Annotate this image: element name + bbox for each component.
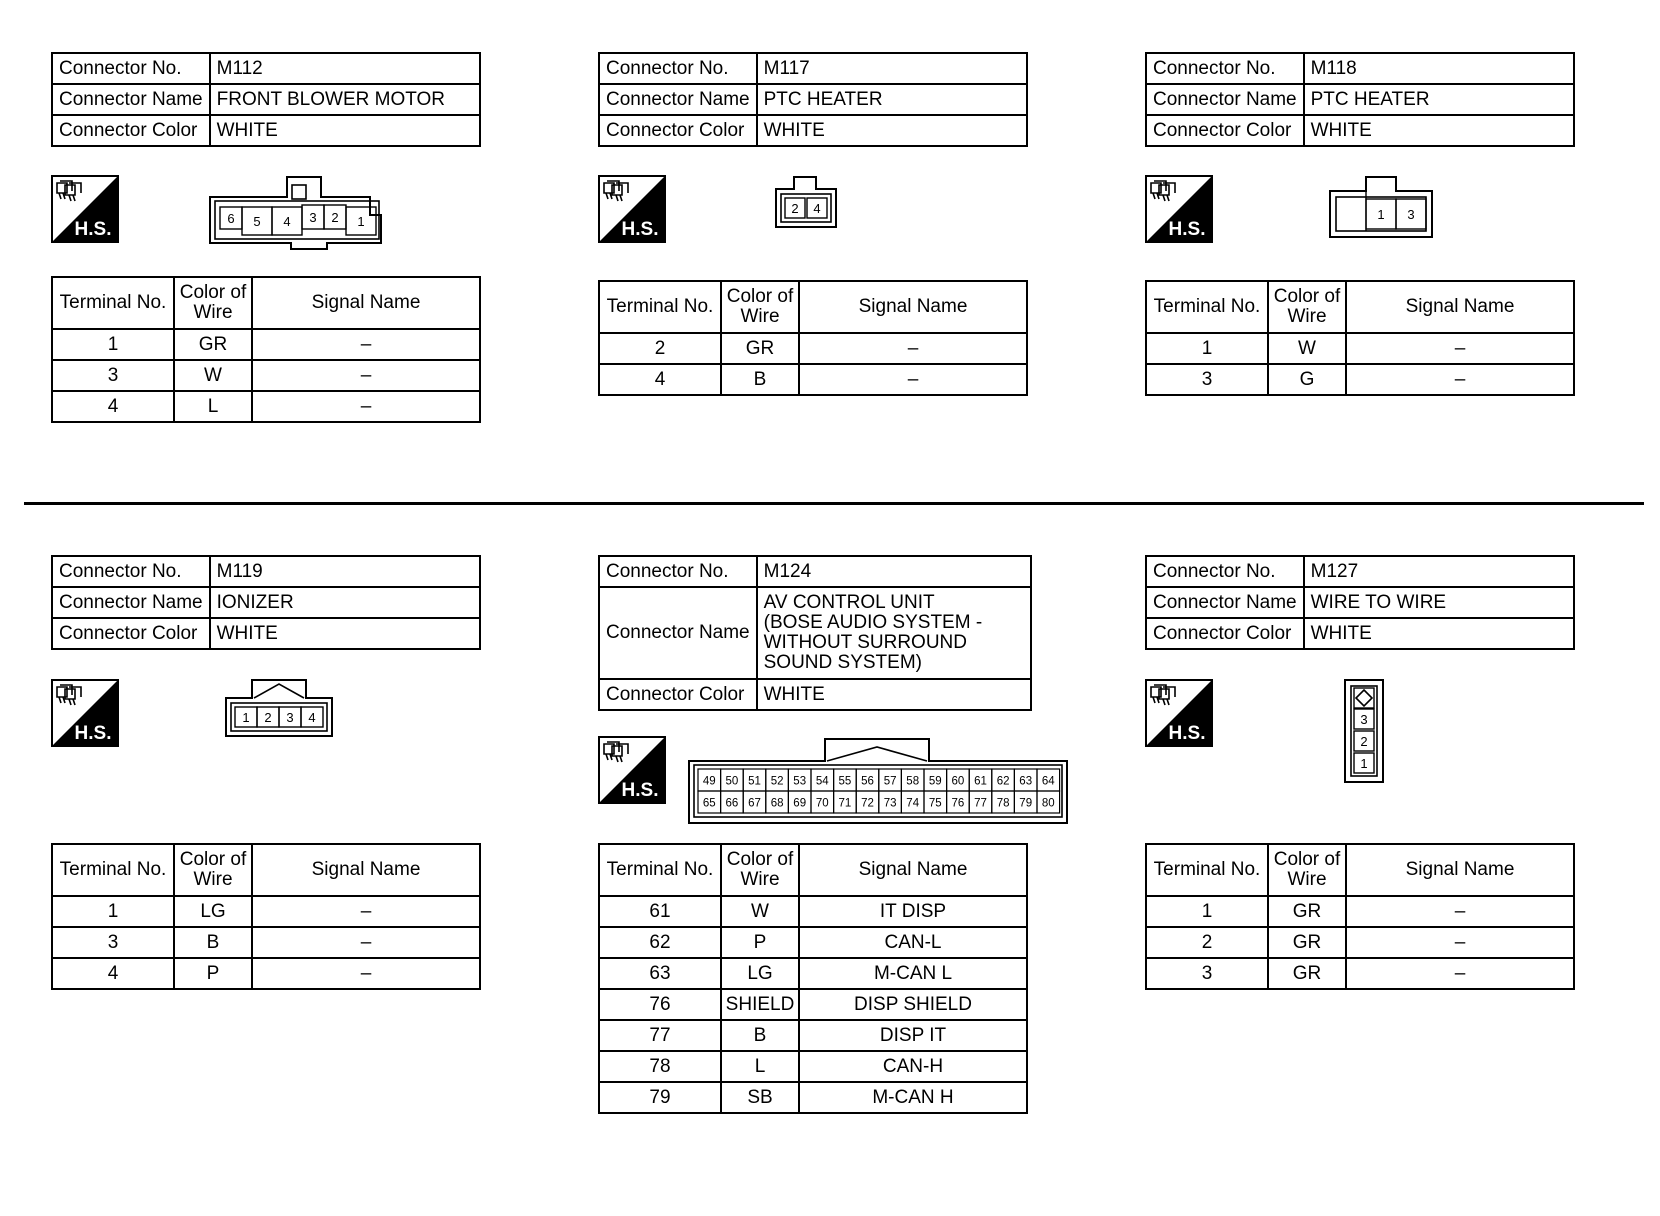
pin-label: 60	[951, 775, 965, 788]
header-wire-color: Color of Wire	[1268, 844, 1346, 896]
pin-label: 65	[702, 797, 716, 810]
connector-info-table	[1145, 52, 1575, 147]
pin-label: 72	[861, 797, 874, 810]
connector-name-line: WITHOUT SURROUND	[763, 632, 967, 653]
harness-side-icon	[598, 736, 666, 804]
label-connector-name: Connector Name	[52, 587, 210, 618]
terminal-no: 1	[52, 329, 174, 360]
pin-label: 78	[996, 797, 1010, 810]
connector-name: FRONT BLOWER MOTOR	[210, 84, 480, 115]
hs-label: H.S.	[1168, 723, 1206, 744]
header-terminal-no: Terminal No.	[1146, 281, 1268, 333]
connector-name-line: AV CONTROL UNIT	[763, 592, 935, 613]
terminal-no: 2	[599, 333, 721, 364]
signal-name: –	[252, 896, 480, 927]
label-connector-color: Connector Color	[599, 115, 757, 146]
connector-name-line: SOUND SYSTEM)	[763, 652, 922, 673]
pin-label: 76	[951, 797, 965, 810]
table-row	[52, 958, 480, 989]
table-row	[52, 896, 480, 927]
terminal-no: 1	[1146, 333, 1268, 364]
terminal-no: 1	[52, 896, 174, 927]
table-row	[52, 927, 480, 958]
table-row	[599, 1082, 1027, 1113]
signal-name: –	[1346, 958, 1574, 989]
label-connector-no: Connector No.	[1146, 556, 1304, 587]
table-row	[52, 391, 480, 422]
pin-label: 3	[309, 210, 317, 225]
signal-name: M-CAN H	[799, 1082, 1027, 1113]
header-wire-color: Color of Wire	[1268, 281, 1346, 333]
header-wire-color: Color of Wire	[721, 281, 799, 333]
pin-label: 2	[331, 210, 339, 225]
pin-label: 77	[974, 797, 987, 810]
wire-color: LG	[721, 958, 799, 989]
terminal-table	[598, 843, 1028, 1114]
pin-label: 1	[357, 214, 365, 229]
wire-color: SB	[721, 1082, 799, 1113]
terminal-no: 77	[599, 1020, 721, 1051]
wire-color: P	[721, 927, 799, 958]
signal-name: IT DISP	[799, 896, 1027, 927]
signal-name: –	[1346, 927, 1574, 958]
table-row	[599, 989, 1027, 1020]
pin-label: 4	[308, 710, 316, 725]
connector-color: WHITE	[1304, 618, 1574, 649]
harness-side-icon	[598, 175, 666, 243]
header-wire-color: Color of Wire	[174, 277, 252, 329]
header-terminal-no: Terminal No.	[52, 277, 174, 329]
pin-label: 80	[1041, 797, 1055, 810]
terminal-no: 61	[599, 896, 721, 927]
connector-info-table	[598, 555, 1032, 711]
label-connector-name: Connector Name	[599, 587, 757, 679]
table-row	[599, 364, 1027, 395]
wire-color: B	[721, 1020, 799, 1051]
pin-label: 51	[748, 775, 761, 788]
terminal-no: 1	[1146, 896, 1268, 927]
connector-no: M127	[1304, 556, 1574, 587]
terminal-no: 3	[1146, 364, 1268, 395]
label-connector-color: Connector Color	[599, 679, 757, 710]
wire-color: L	[174, 391, 252, 422]
table-row	[599, 1020, 1027, 1051]
pin-label: 52	[770, 775, 784, 788]
label-connector-name: Connector Name	[1146, 587, 1304, 618]
connector-name: WIRE TO WIRE	[1304, 587, 1574, 618]
header-signal-name: Signal Name	[1346, 844, 1574, 896]
table-row	[599, 927, 1027, 958]
pin-label: 4	[283, 214, 291, 229]
pin-label: 64	[1041, 775, 1055, 788]
signal-name: CAN-L	[799, 927, 1027, 958]
label-connector-color: Connector Color	[1146, 618, 1304, 649]
terminal-no: 3	[52, 360, 174, 391]
signal-name: –	[799, 333, 1027, 364]
connector-color: WHITE	[210, 115, 480, 146]
harness-side-icon	[51, 679, 119, 747]
signal-name: –	[252, 927, 480, 958]
connector-face-diagram	[687, 737, 1069, 827]
terminal-no: 78	[599, 1051, 721, 1082]
pin-label: 1	[1377, 207, 1385, 222]
connector-face-diagram	[209, 175, 395, 251]
pin-label: 57	[883, 775, 897, 788]
connector-color: WHITE	[757, 115, 1027, 146]
header-terminal-no: Terminal No.	[599, 281, 721, 333]
label-connector-color: Connector Color	[52, 618, 210, 649]
label-connector-name: Connector Name	[599, 84, 757, 115]
hs-label: H.S.	[74, 723, 112, 744]
signal-name: –	[252, 360, 480, 391]
header-signal-name: Signal Name	[252, 844, 480, 896]
pin-label: 63	[1019, 775, 1033, 788]
terminal-no: 63	[599, 958, 721, 989]
connector-info-table	[1145, 555, 1575, 650]
label-connector-color: Connector Color	[52, 115, 210, 146]
table-row	[1146, 927, 1574, 958]
wire-color: B	[174, 927, 252, 958]
table-row	[599, 1051, 1027, 1082]
connector-no: M117	[757, 53, 1027, 84]
table-row	[599, 958, 1027, 989]
header-signal-name: Signal Name	[799, 281, 1027, 333]
header-wire-color: Color of Wire	[174, 844, 252, 896]
wire-color: GR	[721, 333, 799, 364]
connector-face-diagram	[1343, 678, 1385, 784]
table-row	[599, 896, 1027, 927]
wire-color: LG	[174, 896, 252, 927]
header-wire-color: Color of Wire	[721, 844, 799, 896]
terminal-table	[1145, 280, 1575, 396]
connector-block-m127	[1145, 555, 1575, 1015]
table-row	[1146, 958, 1574, 989]
pin-label: 2	[1360, 734, 1368, 749]
table-row	[1146, 333, 1574, 364]
pin-label: 1	[242, 710, 250, 725]
signal-name: –	[252, 329, 480, 360]
wire-color: GR	[1268, 927, 1346, 958]
connector-color: WHITE	[757, 679, 1031, 710]
terminal-no: 79	[599, 1082, 721, 1113]
wire-color: GR	[1268, 896, 1346, 927]
pin-label: 67	[748, 797, 761, 810]
connector-info-table	[598, 52, 1028, 147]
label-connector-name: Connector Name	[1146, 84, 1304, 115]
pin-label: 75	[928, 797, 942, 810]
signal-name: –	[1346, 896, 1574, 927]
hs-label: H.S.	[621, 219, 659, 240]
pin-label: 71	[838, 797, 852, 810]
pin-label: 74	[906, 797, 920, 810]
pin-label: 62	[996, 775, 1010, 788]
pin-label: 4	[813, 201, 821, 216]
pin-label: 53	[793, 775, 807, 788]
pin-grid	[698, 769, 1060, 813]
connector-no: M119	[210, 556, 480, 587]
connector-block-m117	[598, 52, 1028, 432]
connector-name: PTC HEATER	[1304, 84, 1574, 115]
label-connector-no: Connector No.	[599, 53, 757, 84]
signal-name: DISP SHIELD	[799, 989, 1027, 1020]
label-connector-color: Connector Color	[1146, 115, 1304, 146]
label-connector-name: Connector Name	[52, 84, 210, 115]
table-row	[1146, 364, 1574, 395]
connector-face-diagram	[1328, 175, 1434, 241]
connector-no: M112	[210, 53, 480, 84]
label-connector-no: Connector No.	[1146, 53, 1304, 84]
signal-name: DISP IT	[799, 1020, 1027, 1051]
pin-label: 3	[286, 710, 294, 725]
hs-label: H.S.	[74, 219, 112, 240]
table-row	[599, 333, 1027, 364]
wire-color: W	[174, 360, 252, 391]
pin-label: 58	[906, 775, 920, 788]
pin-label: 73	[883, 797, 897, 810]
terminal-table	[598, 280, 1028, 396]
pin-label: 70	[815, 797, 829, 810]
section-divider	[24, 502, 1644, 505]
pin-label: 69	[793, 797, 807, 810]
connector-name	[757, 587, 1031, 679]
table-row	[52, 360, 480, 391]
pin-label: 6	[227, 211, 235, 226]
terminal-no: 76	[599, 989, 721, 1020]
wire-color: GR	[174, 329, 252, 360]
terminal-no: 62	[599, 927, 721, 958]
terminal-no: 3	[52, 927, 174, 958]
signal-name: –	[252, 958, 480, 989]
pin-label: 5	[253, 214, 261, 229]
connector-block-m119	[51, 555, 481, 1015]
header-signal-name: Signal Name	[252, 277, 480, 329]
label-connector-no: Connector No.	[599, 556, 757, 587]
pin-label: 2	[264, 710, 272, 725]
connector-face-diagram	[774, 175, 838, 231]
connector-block-m124	[598, 555, 1078, 1135]
pin-label: 1	[1360, 756, 1368, 771]
wire-color: P	[174, 958, 252, 989]
terminal-table	[51, 276, 481, 423]
terminal-no: 2	[1146, 927, 1268, 958]
wire-color: L	[721, 1051, 799, 1082]
header-terminal-no: Terminal No.	[599, 844, 721, 896]
wire-color: SHIELD	[721, 989, 799, 1020]
connector-block-m118	[1145, 52, 1575, 432]
pin-label: 3	[1407, 207, 1415, 222]
pin-label: 3	[1360, 712, 1368, 727]
signal-name: –	[1346, 364, 1574, 395]
header-signal-name: Signal Name	[1346, 281, 1574, 333]
hs-label: H.S.	[1168, 219, 1206, 240]
pin-label: 59	[928, 775, 942, 788]
pin-label: 50	[725, 775, 739, 788]
terminal-table	[1145, 843, 1575, 990]
wire-color: B	[721, 364, 799, 395]
table-row	[1146, 896, 1574, 927]
signal-name: M-CAN L	[799, 958, 1027, 989]
connector-info-table	[51, 52, 481, 147]
connector-no: M124	[757, 556, 1031, 587]
connector-color: WHITE	[1304, 115, 1574, 146]
table-row	[52, 329, 480, 360]
wire-color: W	[1268, 333, 1346, 364]
harness-side-icon	[51, 175, 119, 243]
pin-label: 55	[838, 775, 852, 788]
pin-label: 66	[725, 797, 739, 810]
signal-name: –	[1346, 333, 1574, 364]
label-connector-no: Connector No.	[52, 53, 210, 84]
terminal-no: 3	[1146, 958, 1268, 989]
signal-name: CAN-H	[799, 1051, 1027, 1082]
wire-color: GR	[1268, 958, 1346, 989]
terminal-table	[51, 843, 481, 990]
connector-no: M118	[1304, 53, 1574, 84]
label-connector-no: Connector No.	[52, 556, 210, 587]
pin-label: 56	[861, 775, 874, 788]
connector-name: PTC HEATER	[757, 84, 1027, 115]
wire-color: W	[721, 896, 799, 927]
pin-label: 2	[791, 201, 799, 216]
terminal-no: 4	[599, 364, 721, 395]
connector-name: IONIZER	[210, 587, 480, 618]
connector-name-line: (BOSE AUDIO SYSTEM -	[763, 612, 983, 633]
pin-label: 61	[974, 775, 987, 788]
pin-label: 79	[1019, 797, 1033, 810]
pin-label: 68	[770, 797, 784, 810]
wire-color: G	[1268, 364, 1346, 395]
connector-info-table	[51, 555, 481, 650]
hs-label: H.S.	[621, 780, 659, 801]
header-terminal-no: Terminal No.	[1146, 844, 1268, 896]
connector-face-diagram	[224, 678, 334, 740]
terminal-no: 4	[52, 391, 174, 422]
signal-name: –	[252, 391, 480, 422]
header-terminal-no: Terminal No.	[52, 844, 174, 896]
connector-block-m112	[51, 52, 481, 432]
harness-side-icon	[1145, 679, 1213, 747]
signal-name: –	[799, 364, 1027, 395]
header-signal-name: Signal Name	[799, 844, 1027, 896]
pin-label: 49	[702, 775, 716, 788]
terminal-no: 4	[52, 958, 174, 989]
pin-label: 54	[815, 775, 829, 788]
harness-side-icon	[1145, 175, 1213, 243]
connector-color: WHITE	[210, 618, 480, 649]
